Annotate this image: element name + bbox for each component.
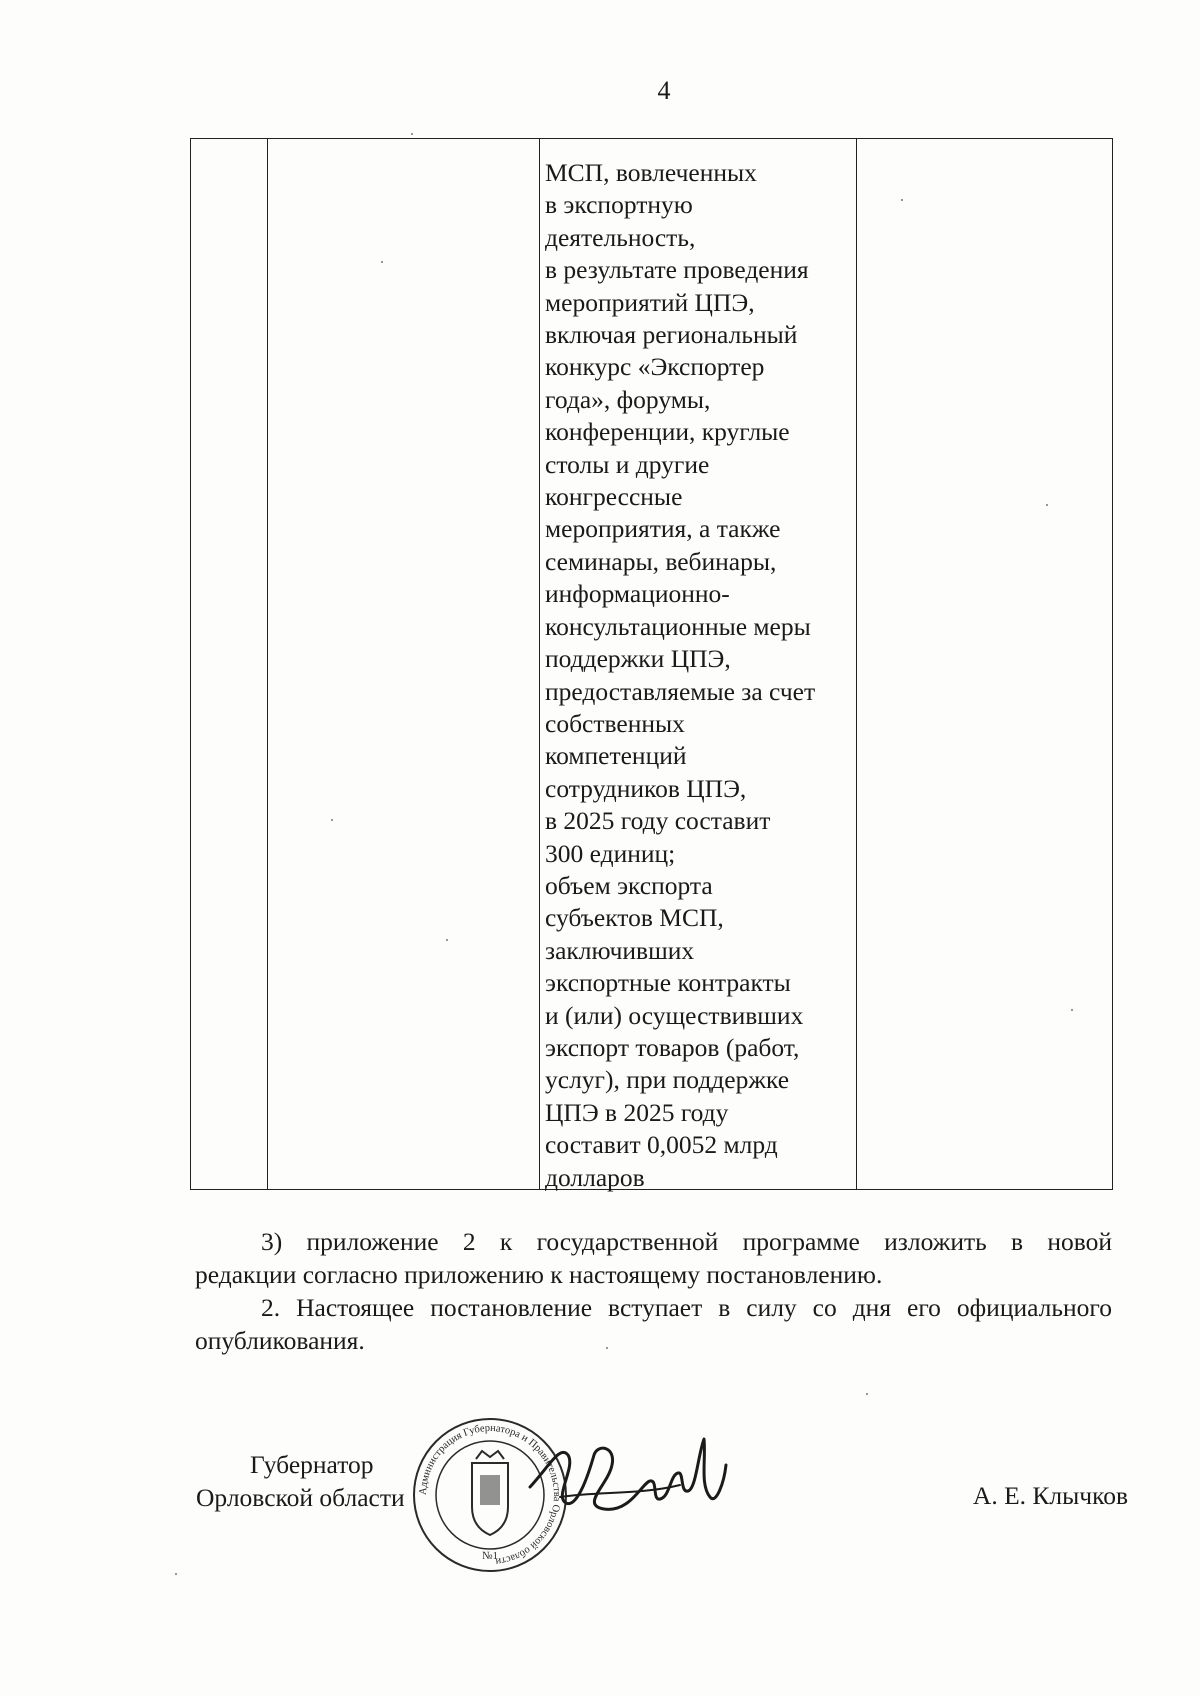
seal-number: №1: [482, 1550, 498, 1562]
paragraph-annex-2: [195, 1225, 1112, 1291]
paragraph-line: 3) приложение 2 к государственной программе изложить в новой: [261, 1227, 1112, 1256]
paragraph-line: 2. Настоящее постановление вступает в силу со дня его официального: [261, 1293, 1112, 1322]
signatory-title-line: Орловской области: [196, 1483, 405, 1512]
page-number: 4: [657, 76, 671, 105]
scan-speck: [1071, 1009, 1073, 1011]
column-divider: [539, 139, 540, 1189]
paragraph-effective-date: [195, 1291, 1112, 1357]
scan-speck: [1046, 504, 1048, 506]
continuation-table: [190, 138, 1113, 1190]
signatory-title: [196, 1448, 405, 1514]
scan-speck: [175, 1573, 177, 1575]
column-divider: [267, 139, 268, 1189]
scan-speck: [446, 939, 448, 941]
signatory-name: А. Е. Клычков: [972, 1481, 1128, 1510]
handwritten-signature-icon: [520, 1425, 730, 1535]
scan-speck: [331, 819, 333, 821]
paragraph-line: опубликования.: [195, 1326, 365, 1355]
scan-speck: [411, 133, 413, 135]
column-divider: [856, 139, 857, 1189]
seal-text: Администрация Губернатора и Правительства Орловской области: [417, 1422, 563, 1567]
scan-speck: [866, 1393, 868, 1395]
table-cell-indicators: МСП, вовлеченных в экспортную деятельность, в результате проведения мероприятий ЦПЭ, включая региональный конкурс «Экспортер года», форумы, конференции, круглые столы и другие конгрессные мероприятия, а также семинары, вебинары, информационно- консультационные меры поддержки ЦПЭ, предоставляемые за счет собственных компетенций сотрудников ЦПЭ, в 2025 году составит 300 единиц; объем экспорта субъектов МСП, заключивших экспортные контракты и (или) осуществивших экспорт товаров (работ, услуг), при поддержке ЦПЭ в 2025 году составит 0,0052 млрд долларов: [545, 158, 816, 1192]
scan-speck: [381, 261, 383, 263]
scan-speck: [901, 199, 903, 201]
scan-speck: [606, 1347, 608, 1349]
signatory-title-line: Губернатор: [250, 1450, 374, 1479]
paragraph-line: редакции согласно приложению к настоящему постановлению.: [195, 1260, 883, 1289]
